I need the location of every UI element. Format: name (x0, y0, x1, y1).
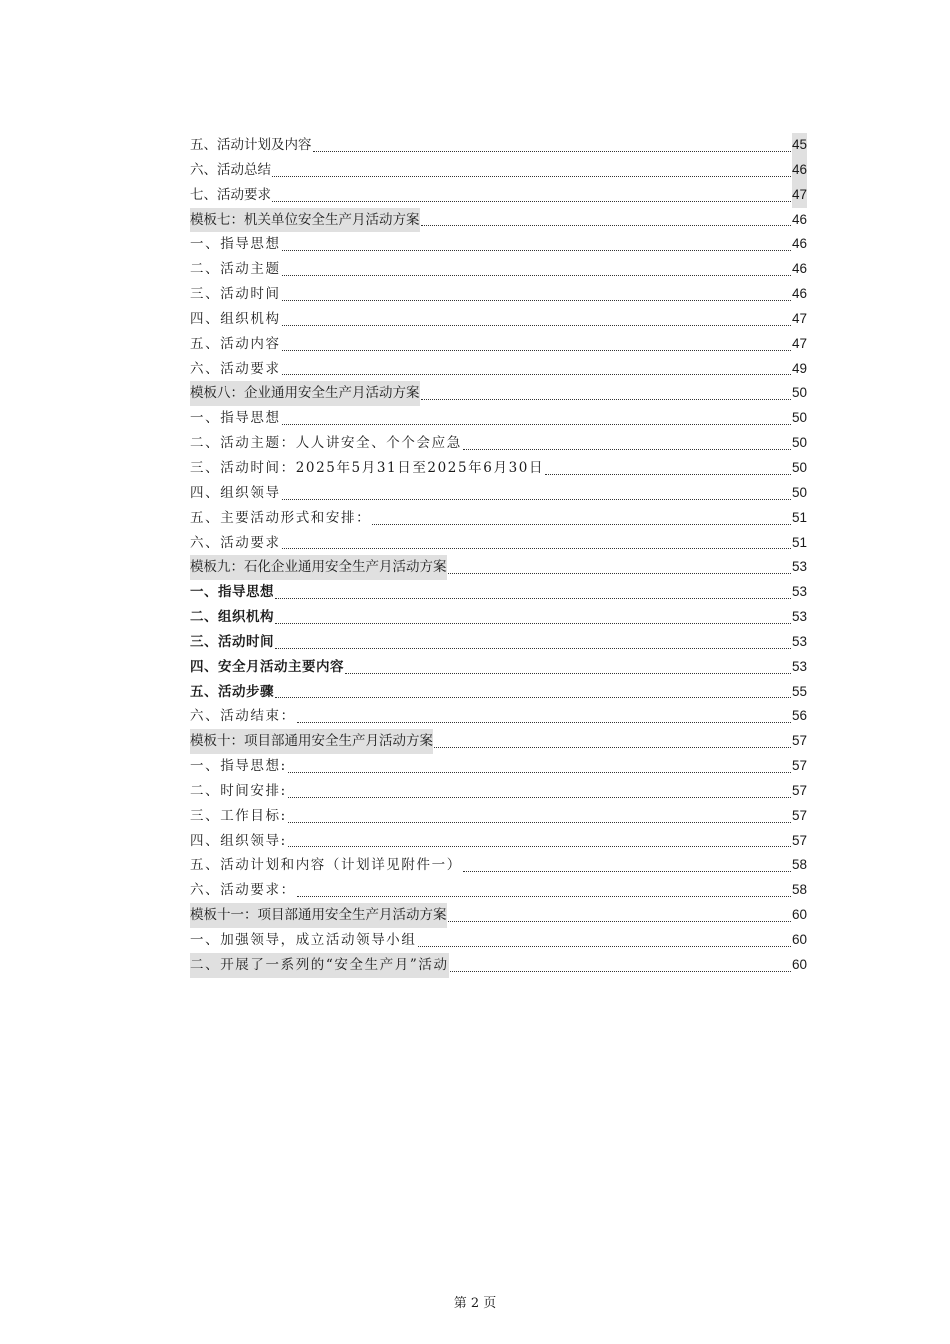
toc-entry[interactable] (190, 804, 807, 829)
toc-entry-title: 三、工作目标: (190, 807, 287, 824)
toc-entry[interactable] (190, 456, 807, 481)
page-number-footer: 第 2 页 (453, 1296, 497, 1311)
toc-entry[interactable] (190, 555, 807, 580)
toc-entry-page-number: 53 (791, 584, 807, 600)
dot-leader (288, 845, 791, 847)
toc-entry[interactable] (190, 307, 807, 332)
toc-entry-title: 三、活动时间：2025年5月31日至2025年6月30日 (190, 459, 545, 476)
toc-entry-page-number: 53 (791, 559, 807, 575)
toc-entry[interactable] (190, 481, 807, 506)
toc-entry-title: 六、活动结束： (190, 708, 296, 725)
dot-leader (450, 970, 791, 972)
dot-leader (434, 746, 791, 748)
toc-entry-page-number: 46 (791, 211, 807, 227)
dot-leader (275, 696, 791, 698)
dot-leader (345, 672, 791, 674)
toc-entry[interactable] (190, 680, 807, 705)
toc-entry-page-number: 55 (791, 683, 807, 699)
dot-leader (282, 373, 791, 375)
dot-leader (275, 597, 791, 599)
toc-entry-title: 五、活动计划及内容 (190, 137, 312, 153)
toc-entry-page-number: 51 (791, 509, 807, 525)
toc-entry-page-number: 53 (791, 609, 807, 625)
toc-entry-title: 二、开展了一系列的“安全生产月”活动 (190, 953, 449, 978)
toc-entry-title: 模板九：石化企业通用安全生产月活动方案 (190, 555, 447, 580)
dot-leader (372, 523, 791, 525)
toc-entry-title: 四、组织领导: (190, 832, 287, 849)
toc-entry-page-number: 50 (791, 435, 807, 451)
dot-leader (418, 945, 791, 947)
toc-entry-page-number: 57 (791, 733, 807, 749)
toc-entry[interactable] (190, 630, 807, 655)
toc-entry-title: 五、活动计划和内容（计划详见附件一） (190, 857, 462, 874)
toc-entry-page-number: 53 (791, 658, 807, 674)
toc-entry-page-number: 50 (791, 410, 807, 426)
toc-entry-page-number: 56 (791, 708, 807, 724)
toc-entry[interactable] (190, 282, 807, 307)
table-of-contents (190, 133, 807, 978)
dot-leader (288, 796, 791, 798)
toc-entry[interactable] (190, 878, 807, 903)
toc-entry-title: 四、安全月活动主要内容 (190, 658, 344, 675)
toc-entry[interactable] (190, 704, 807, 729)
toc-entry-page-number: 47 (792, 183, 807, 208)
toc-entry[interactable] (190, 133, 807, 158)
toc-entry[interactable] (190, 158, 807, 183)
dot-leader (275, 622, 791, 624)
dot-leader (448, 920, 791, 922)
toc-entry-page-number: 46 (791, 236, 807, 252)
toc-entry-page-number: 58 (791, 882, 807, 898)
dot-leader (282, 324, 791, 326)
toc-entry-page-number: 53 (791, 633, 807, 649)
toc-entry[interactable] (190, 183, 807, 208)
dot-leader (282, 299, 791, 301)
toc-entry-title: 二、时间安排: (190, 782, 287, 799)
dot-leader (282, 249, 791, 251)
toc-entry-page-number: 50 (791, 484, 807, 500)
dot-leader (545, 473, 791, 475)
toc-entry[interactable] (190, 381, 807, 406)
dot-leader (421, 398, 791, 400)
toc-entry-page-number: 60 (791, 932, 807, 947)
dot-leader (288, 821, 791, 823)
toc-entry-title: 二、活动主题 (190, 261, 281, 278)
toc-entry-title: 三、活动时间 (190, 633, 274, 650)
toc-entry[interactable] (190, 531, 807, 556)
toc-entry[interactable] (190, 779, 807, 804)
toc-entry-page-number: 50 (791, 459, 807, 475)
toc-entry-title: 四、组织领导 (190, 484, 281, 501)
dot-leader (272, 175, 791, 177)
toc-entry[interactable] (190, 580, 807, 605)
dot-leader (297, 895, 791, 897)
toc-entry[interactable] (190, 655, 807, 680)
toc-entry-title: 一、指导思想: (190, 758, 287, 775)
toc-entry-page-number: 57 (791, 758, 807, 774)
toc-entry-title: 五、活动内容 (190, 335, 281, 352)
toc-entry-title: 一、加强领导，成立活动领导小组 (190, 932, 417, 948)
dot-leader (448, 572, 791, 574)
toc-entry-page-number: 57 (791, 782, 807, 798)
toc-entry-title: 一、指导思想 (190, 410, 281, 427)
toc-entry[interactable] (190, 953, 807, 978)
toc-entry-page-number: 51 (791, 534, 807, 550)
toc-entry-page-number: 46 (792, 158, 807, 183)
toc-entry-page-number: 60 (791, 907, 807, 923)
dot-leader (313, 150, 791, 152)
toc-entry-title: 六、活动要求 (190, 360, 281, 377)
toc-entry[interactable] (190, 357, 807, 382)
toc-entry-title: 六、活动要求： (190, 882, 296, 899)
dot-leader (282, 547, 791, 549)
toc-entry-title: 五、活动步骤 (190, 683, 274, 700)
toc-entry[interactable] (190, 208, 807, 233)
toc-entry-title: 模板十一：项目部通用安全生产月活动方案 (190, 903, 447, 928)
toc-entry-title: 模板七：机关单位安全生产月活动方案 (190, 208, 420, 233)
dot-leader (282, 423, 791, 425)
toc-entry-page-number: 47 (791, 335, 807, 351)
toc-entry[interactable] (190, 232, 807, 257)
toc-entry-page-number: 50 (791, 385, 807, 401)
toc-entry[interactable] (190, 729, 807, 754)
toc-entry[interactable] (190, 605, 807, 630)
dot-leader (288, 771, 791, 773)
dot-leader (463, 870, 791, 872)
toc-entry-title: 模板十：项目部通用安全生产月活动方案 (190, 729, 433, 754)
toc-entry-title: 二、组织机构 (190, 609, 274, 626)
toc-entry-title: 六、活动总结 (190, 161, 271, 178)
dot-leader (297, 721, 791, 723)
toc-entry-title: 三、活动时间 (190, 286, 281, 303)
dot-leader (275, 647, 791, 649)
toc-entry-title: 七、活动要求 (190, 186, 271, 203)
toc-entry-title: 二、活动主题：人人讲安全、个个会应急 (190, 435, 462, 452)
toc-entry-title: 一、指导思想 (190, 584, 274, 601)
toc-entry[interactable] (190, 903, 807, 928)
toc-entry[interactable] (190, 928, 807, 953)
dot-leader (272, 200, 791, 202)
toc-entry-page-number: 57 (791, 807, 807, 823)
toc-entry-page-number: 45 (792, 133, 807, 158)
toc-entry[interactable] (190, 257, 807, 282)
dot-leader (282, 498, 791, 500)
dot-leader (282, 349, 791, 351)
toc-entry[interactable] (190, 829, 807, 854)
toc-entry[interactable] (190, 332, 807, 357)
dot-leader (282, 274, 791, 276)
toc-entry-title: 模板八：企业通用安全生产月活动方案 (190, 381, 420, 406)
toc-entry-page-number: 57 (791, 832, 807, 848)
toc-entry[interactable] (190, 853, 807, 878)
toc-entry[interactable] (190, 431, 807, 456)
toc-entry-page-number: 58 (791, 857, 807, 873)
toc-entry-page-number: 60 (791, 956, 807, 972)
toc-entry[interactable] (190, 506, 807, 531)
dot-leader (421, 224, 791, 226)
toc-entry-page-number: 49 (791, 360, 807, 376)
toc-entry-page-number: 47 (791, 310, 807, 326)
toc-entry[interactable] (190, 754, 807, 779)
toc-entry-title: 一、指导思想 (190, 236, 281, 253)
toc-entry-page-number: 46 (791, 286, 807, 302)
dot-leader (463, 448, 791, 450)
toc-entry-title: 五、主要活动形式和安排： (190, 509, 372, 526)
toc-entry-title: 六、活动要求 (190, 534, 281, 551)
toc-entry-page-number: 46 (791, 261, 807, 277)
toc-entry[interactable] (190, 406, 807, 431)
toc-entry-title: 四、组织机构 (190, 310, 281, 327)
